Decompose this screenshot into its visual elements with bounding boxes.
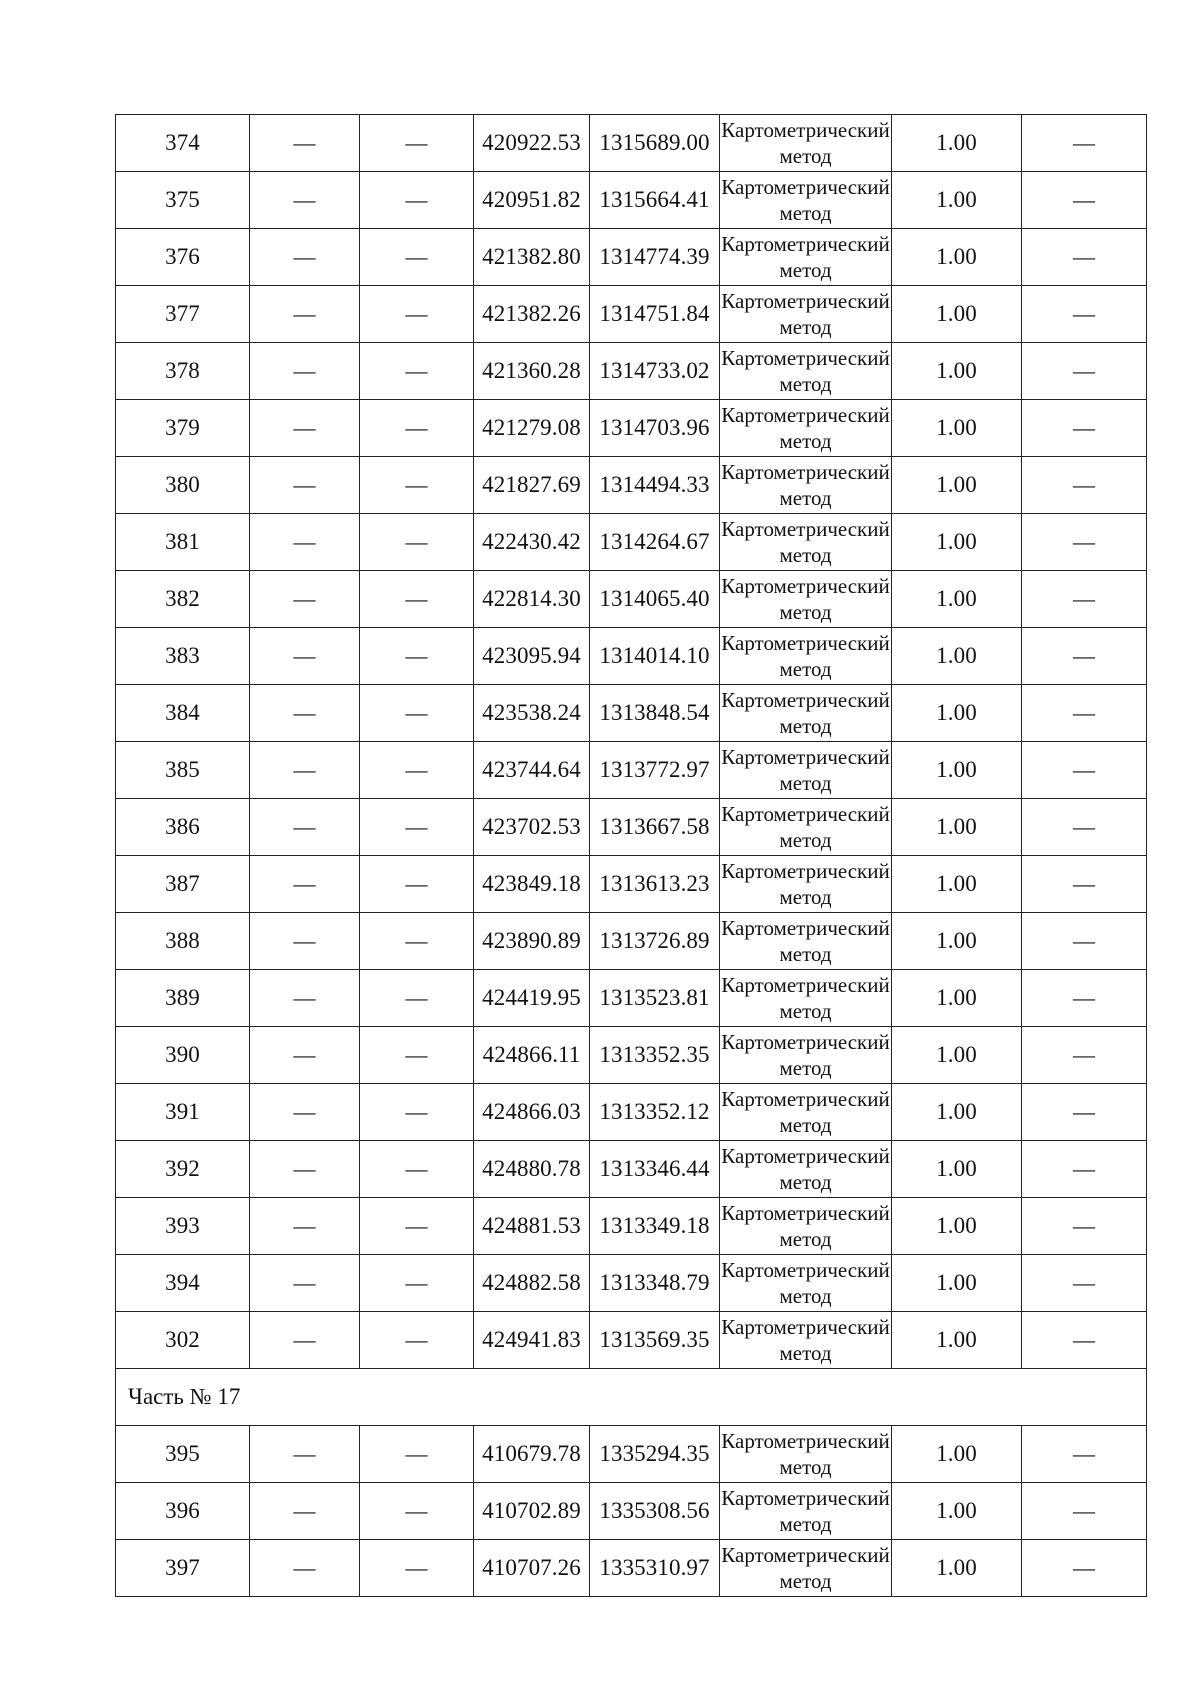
table-row [116, 286, 1147, 343]
part-label: Часть № 17 [116, 1369, 1147, 1426]
empty-dash-cell: — [1022, 1540, 1147, 1597]
method-cell: Картометрический метод [720, 172, 892, 229]
empty-dash-cell: — [1022, 229, 1147, 286]
empty-dash-cell: — [1022, 1084, 1147, 1141]
empty-dash-cell: — [1022, 685, 1147, 742]
point-number-cell: 385 [116, 742, 250, 799]
accuracy-cell: 1.00 [892, 229, 1022, 286]
empty-dash-cell: — [250, 457, 360, 514]
table-row [116, 913, 1147, 970]
point-number-cell: 390 [116, 1027, 250, 1084]
table-row [116, 970, 1147, 1027]
empty-dash-cell: — [360, 1426, 474, 1483]
accuracy-cell: 1.00 [892, 571, 1022, 628]
table-row [116, 343, 1147, 400]
coordinate-x-cell: 410702.89 [474, 1483, 590, 1540]
coordinate-x-cell: 423849.18 [474, 856, 590, 913]
point-number-cell: 383 [116, 628, 250, 685]
accuracy-cell: 1.00 [892, 1540, 1022, 1597]
method-cell: Картометрический метод [720, 1483, 892, 1540]
accuracy-cell: 1.00 [892, 172, 1022, 229]
point-number-cell: 388 [116, 913, 250, 970]
coordinate-x-cell: 420951.82 [474, 172, 590, 229]
empty-dash-cell: — [250, 1255, 360, 1312]
empty-dash-cell: — [1022, 1426, 1147, 1483]
accuracy-cell: 1.00 [892, 514, 1022, 571]
method-cell: Картометрический метод [720, 1084, 892, 1141]
method-cell: Картометрический метод [720, 286, 892, 343]
empty-dash-cell: — [1022, 343, 1147, 400]
accuracy-cell: 1.00 [892, 457, 1022, 514]
empty-dash-cell: — [250, 1141, 360, 1198]
point-number-cell: 393 [116, 1198, 250, 1255]
coordinate-x-cell: 410679.78 [474, 1426, 590, 1483]
coordinate-x-cell: 421279.08 [474, 400, 590, 457]
coordinate-x-cell: 421382.26 [474, 286, 590, 343]
coordinate-x-cell: 423538.24 [474, 685, 590, 742]
coordinate-y-cell: 1315664.41 [590, 172, 720, 229]
method-cell: Картометрический метод [720, 856, 892, 913]
empty-dash-cell: — [250, 1483, 360, 1540]
point-number-cell: 380 [116, 457, 250, 514]
empty-dash-cell: — [360, 1027, 474, 1084]
coordinate-y-cell: 1314494.33 [590, 457, 720, 514]
method-cell: Картометрический метод [720, 229, 892, 286]
coordinate-x-cell: 423744.64 [474, 742, 590, 799]
coordinate-x-cell: 421360.28 [474, 343, 590, 400]
table-body [116, 115, 1147, 1597]
accuracy-cell: 1.00 [892, 1141, 1022, 1198]
method-cell: Картометрический метод [720, 1141, 892, 1198]
table-row [116, 229, 1147, 286]
coordinate-x-cell: 424882.58 [474, 1255, 590, 1312]
method-cell: Картометрический метод [720, 457, 892, 514]
point-number-cell: 376 [116, 229, 250, 286]
coordinate-y-cell: 1313613.23 [590, 856, 720, 913]
empty-dash-cell: — [360, 742, 474, 799]
empty-dash-cell: — [360, 1483, 474, 1540]
accuracy-cell: 1.00 [892, 1084, 1022, 1141]
method-cell: Картометрический метод [720, 1426, 892, 1483]
table-row [116, 571, 1147, 628]
method-cell: Картометрический метод [720, 628, 892, 685]
method-cell: Картометрический метод [720, 514, 892, 571]
empty-dash-cell: — [360, 1198, 474, 1255]
table-row [116, 115, 1147, 172]
empty-dash-cell: — [250, 229, 360, 286]
accuracy-cell: 1.00 [892, 628, 1022, 685]
empty-dash-cell: — [1022, 799, 1147, 856]
method-cell: Картометрический метод [720, 1027, 892, 1084]
table-row [116, 856, 1147, 913]
empty-dash-cell: — [1022, 115, 1147, 172]
coordinate-y-cell: 1314014.10 [590, 628, 720, 685]
method-cell: Картометрический метод [720, 115, 892, 172]
coordinate-x-cell: 424880.78 [474, 1141, 590, 1198]
empty-dash-cell: — [1022, 1255, 1147, 1312]
empty-dash-cell: — [360, 799, 474, 856]
empty-dash-cell: — [1022, 1198, 1147, 1255]
coordinate-y-cell: 1335308.56 [590, 1483, 720, 1540]
table-row [116, 628, 1147, 685]
accuracy-cell: 1.00 [892, 799, 1022, 856]
table-row [116, 1198, 1147, 1255]
empty-dash-cell: — [360, 115, 474, 172]
empty-dash-cell: — [360, 571, 474, 628]
method-cell: Картометрический метод [720, 571, 892, 628]
coordinate-y-cell: 1335310.97 [590, 1540, 720, 1597]
empty-dash-cell: — [1022, 628, 1147, 685]
coordinate-x-cell: 424941.83 [474, 1312, 590, 1369]
accuracy-cell: 1.00 [892, 913, 1022, 970]
point-number-cell: 391 [116, 1084, 250, 1141]
accuracy-cell: 1.00 [892, 742, 1022, 799]
empty-dash-cell: — [250, 514, 360, 571]
empty-dash-cell: — [250, 628, 360, 685]
table-row [116, 457, 1147, 514]
empty-dash-cell: — [1022, 742, 1147, 799]
empty-dash-cell: — [1022, 457, 1147, 514]
table-row [116, 1483, 1147, 1540]
empty-dash-cell: — [360, 856, 474, 913]
coordinate-x-cell: 424881.53 [474, 1198, 590, 1255]
point-number-cell: 377 [116, 286, 250, 343]
coordinate-y-cell: 1313352.12 [590, 1084, 720, 1141]
table-row [116, 1255, 1147, 1312]
point-number-cell: 375 [116, 172, 250, 229]
empty-dash-cell: — [1022, 400, 1147, 457]
empty-dash-cell: — [250, 742, 360, 799]
empty-dash-cell: — [250, 685, 360, 742]
empty-dash-cell: — [250, 400, 360, 457]
empty-dash-cell: — [360, 343, 474, 400]
accuracy-cell: 1.00 [892, 856, 1022, 913]
empty-dash-cell: — [250, 1084, 360, 1141]
empty-dash-cell: — [1022, 1027, 1147, 1084]
method-cell: Картометрический метод [720, 742, 892, 799]
accuracy-cell: 1.00 [892, 1198, 1022, 1255]
point-number-cell: 389 [116, 970, 250, 1027]
point-number-cell: 396 [116, 1483, 250, 1540]
empty-dash-cell: — [1022, 856, 1147, 913]
accuracy-cell: 1.00 [892, 970, 1022, 1027]
method-cell: Картометрический метод [720, 799, 892, 856]
empty-dash-cell: — [360, 913, 474, 970]
coordinate-x-cell: 422814.30 [474, 571, 590, 628]
empty-dash-cell: — [1022, 172, 1147, 229]
coordinate-y-cell: 1313352.35 [590, 1027, 720, 1084]
table-row [116, 1312, 1147, 1369]
coordinate-y-cell: 1315689.00 [590, 115, 720, 172]
accuracy-cell: 1.00 [892, 115, 1022, 172]
empty-dash-cell: — [250, 115, 360, 172]
empty-dash-cell: — [360, 400, 474, 457]
empty-dash-cell: — [250, 1426, 360, 1483]
point-number-cell: 392 [116, 1141, 250, 1198]
empty-dash-cell: — [1022, 286, 1147, 343]
coordinate-y-cell: 1313348.79 [590, 1255, 720, 1312]
part-header-row [116, 1369, 1147, 1426]
table-row [116, 514, 1147, 571]
point-number-cell: 387 [116, 856, 250, 913]
point-number-cell: 394 [116, 1255, 250, 1312]
empty-dash-cell: — [250, 1312, 360, 1369]
table-row [116, 685, 1147, 742]
coordinate-x-cell: 420922.53 [474, 115, 590, 172]
coordinates-table [115, 114, 1147, 1597]
method-cell: Картометрический метод [720, 913, 892, 970]
empty-dash-cell: — [360, 514, 474, 571]
accuracy-cell: 1.00 [892, 1255, 1022, 1312]
empty-dash-cell: — [250, 1027, 360, 1084]
coordinate-y-cell: 1314733.02 [590, 343, 720, 400]
table-row [116, 799, 1147, 856]
accuracy-cell: 1.00 [892, 1483, 1022, 1540]
coordinate-y-cell: 1313349.18 [590, 1198, 720, 1255]
accuracy-cell: 1.00 [892, 400, 1022, 457]
empty-dash-cell: — [360, 1312, 474, 1369]
coordinate-x-cell: 424866.11 [474, 1027, 590, 1084]
coordinate-x-cell: 421382.80 [474, 229, 590, 286]
empty-dash-cell: — [250, 571, 360, 628]
accuracy-cell: 1.00 [892, 685, 1022, 742]
empty-dash-cell: — [360, 286, 474, 343]
coordinate-y-cell: 1314703.96 [590, 400, 720, 457]
method-cell: Картометрический метод [720, 400, 892, 457]
accuracy-cell: 1.00 [892, 1027, 1022, 1084]
coordinate-y-cell: 1313772.97 [590, 742, 720, 799]
empty-dash-cell: — [250, 970, 360, 1027]
method-cell: Картометрический метод [720, 1255, 892, 1312]
table-row [116, 1540, 1147, 1597]
method-cell: Картометрический метод [720, 685, 892, 742]
empty-dash-cell: — [250, 856, 360, 913]
empty-dash-cell: — [250, 343, 360, 400]
method-cell: Картометрический метод [720, 1312, 892, 1369]
empty-dash-cell: — [250, 1540, 360, 1597]
point-number-cell: 384 [116, 685, 250, 742]
table-row [116, 1027, 1147, 1084]
coordinate-y-cell: 1314264.67 [590, 514, 720, 571]
coordinate-y-cell: 1313667.58 [590, 799, 720, 856]
point-number-cell: 378 [116, 343, 250, 400]
method-cell: Картометрический метод [720, 343, 892, 400]
point-number-cell: 302 [116, 1312, 250, 1369]
coordinate-x-cell: 424866.03 [474, 1084, 590, 1141]
empty-dash-cell: — [360, 1255, 474, 1312]
empty-dash-cell: — [360, 457, 474, 514]
point-number-cell: 386 [116, 799, 250, 856]
coordinate-y-cell: 1313346.44 [590, 1141, 720, 1198]
empty-dash-cell: — [1022, 1141, 1147, 1198]
empty-dash-cell: — [360, 628, 474, 685]
accuracy-cell: 1.00 [892, 1426, 1022, 1483]
empty-dash-cell: — [360, 1084, 474, 1141]
coordinate-x-cell: 421827.69 [474, 457, 590, 514]
coordinate-x-cell: 423095.94 [474, 628, 590, 685]
point-number-cell: 397 [116, 1540, 250, 1597]
coordinate-y-cell: 1335294.35 [590, 1426, 720, 1483]
empty-dash-cell: — [250, 913, 360, 970]
empty-dash-cell: — [360, 1141, 474, 1198]
table-row [116, 172, 1147, 229]
table-row [116, 1141, 1147, 1198]
empty-dash-cell: — [360, 685, 474, 742]
method-cell: Картометрический метод [720, 1198, 892, 1255]
empty-dash-cell: — [360, 1540, 474, 1597]
coordinate-y-cell: 1313569.35 [590, 1312, 720, 1369]
accuracy-cell: 1.00 [892, 286, 1022, 343]
empty-dash-cell: — [1022, 571, 1147, 628]
coordinate-y-cell: 1313848.54 [590, 685, 720, 742]
table-row [116, 400, 1147, 457]
point-number-cell: 381 [116, 514, 250, 571]
empty-dash-cell: — [1022, 970, 1147, 1027]
coordinate-y-cell: 1314774.39 [590, 229, 720, 286]
empty-dash-cell: — [250, 172, 360, 229]
empty-dash-cell: — [360, 970, 474, 1027]
empty-dash-cell: — [250, 1198, 360, 1255]
empty-dash-cell: — [1022, 514, 1147, 571]
point-number-cell: 374 [116, 115, 250, 172]
coordinate-x-cell: 424419.95 [474, 970, 590, 1027]
coordinate-y-cell: 1313726.89 [590, 913, 720, 970]
coordinate-y-cell: 1314065.40 [590, 571, 720, 628]
method-cell: Картометрический метод [720, 970, 892, 1027]
point-number-cell: 382 [116, 571, 250, 628]
coordinate-x-cell: 410707.26 [474, 1540, 590, 1597]
coordinate-y-cell: 1313523.81 [590, 970, 720, 1027]
empty-dash-cell: — [1022, 1312, 1147, 1369]
accuracy-cell: 1.00 [892, 1312, 1022, 1369]
coordinate-y-cell: 1314751.84 [590, 286, 720, 343]
table-row [116, 1426, 1147, 1483]
point-number-cell: 379 [116, 400, 250, 457]
empty-dash-cell: — [1022, 1483, 1147, 1540]
coordinate-x-cell: 423890.89 [474, 913, 590, 970]
empty-dash-cell: — [250, 799, 360, 856]
point-number-cell: 395 [116, 1426, 250, 1483]
empty-dash-cell: — [1022, 913, 1147, 970]
table-row [116, 742, 1147, 799]
accuracy-cell: 1.00 [892, 343, 1022, 400]
method-cell: Картометрический метод [720, 1540, 892, 1597]
empty-dash-cell: — [360, 172, 474, 229]
empty-dash-cell: — [360, 229, 474, 286]
table-row [116, 1084, 1147, 1141]
coordinate-x-cell: 422430.42 [474, 514, 590, 571]
empty-dash-cell: — [250, 286, 360, 343]
coordinate-x-cell: 423702.53 [474, 799, 590, 856]
